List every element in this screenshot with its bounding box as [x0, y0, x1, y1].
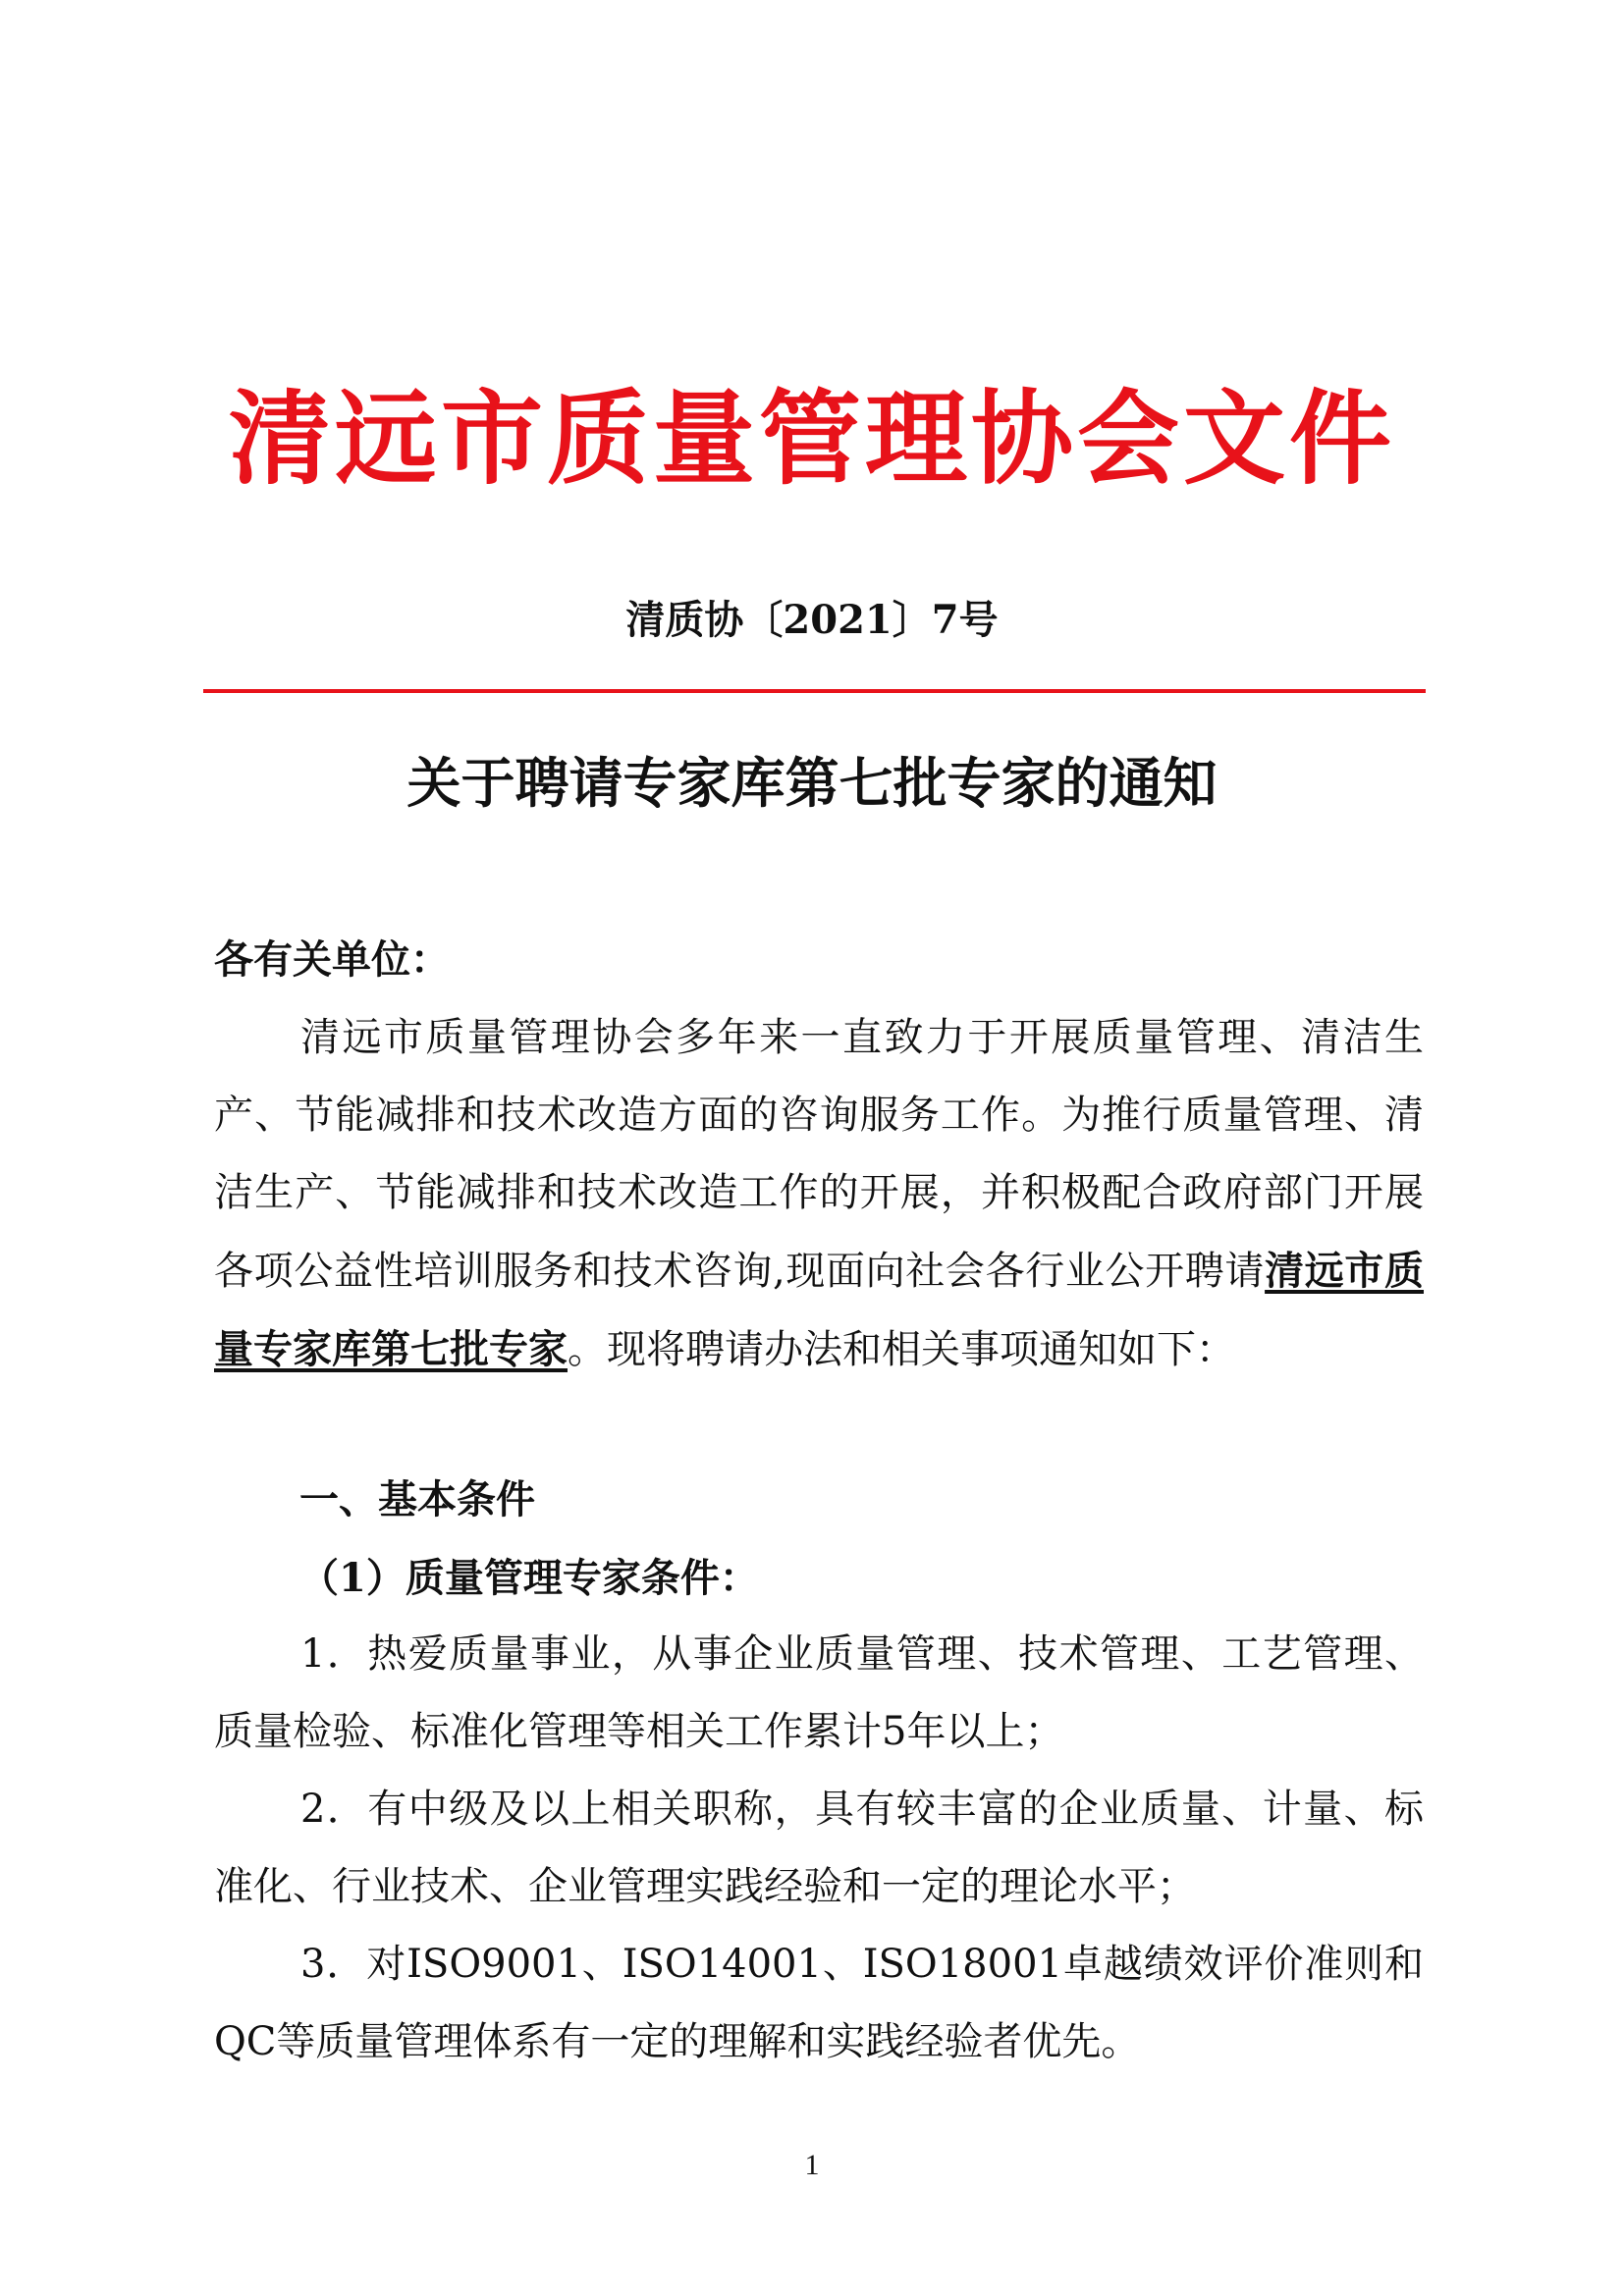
- document-number: 清质协〔2021〕7号: [625, 597, 999, 643]
- intro-text-start: 清远市质量管理协会多年来一直致力于开展质量管理、清洁生产、节能减排和技术改造方面的咨询服务工作。为推行质量管理、清洁生产、节能减排和技术改造工作的开展，并积极配合政府部门开展各项公益性培训服务和技术咨询,现面向社会各行业公开聘请: [214, 1015, 1424, 1294]
- condition-item: 1．热爱质量事业，从事企业质量管理、技术管理、工艺管理、质量检验、标准化管理等相关工作累计5年以上；: [214, 1631, 1424, 1754]
- salutation: 各有关单位：: [214, 936, 450, 983]
- condition-item: 2．有中级及以上相关职称，具有较丰富的企业质量、计量、标准化、行业技术、企业管理实践经验和一定的理论水平；: [214, 1787, 1424, 1909]
- condition-item: 3．对ISO9001、ISO14001、ISO18001卓越绩效评价准则和QC等质量管理体系有一定的理解和实践经验者优先。: [214, 1942, 1424, 2064]
- letterhead-divider: [203, 689, 1426, 693]
- intro-text-end: 。现将聘请办法和相关事项通知如下：: [568, 1327, 1235, 1372]
- intro-paragraph: [214, 999, 1424, 1389]
- page-number: 1: [804, 2149, 820, 2181]
- intro-emphasis: 清远市质量专家库第七批专家: [214, 1248, 1425, 1372]
- letterhead-title: 清远市质量管理协会文件: [228, 378, 1395, 499]
- notice-title: 关于聘请专家库第七批专家的通知: [406, 751, 1218, 815]
- subsection-heading: （1）质量管理专家条件：: [299, 1555, 759, 1601]
- section-heading: 一、基本条件: [299, 1476, 535, 1522]
